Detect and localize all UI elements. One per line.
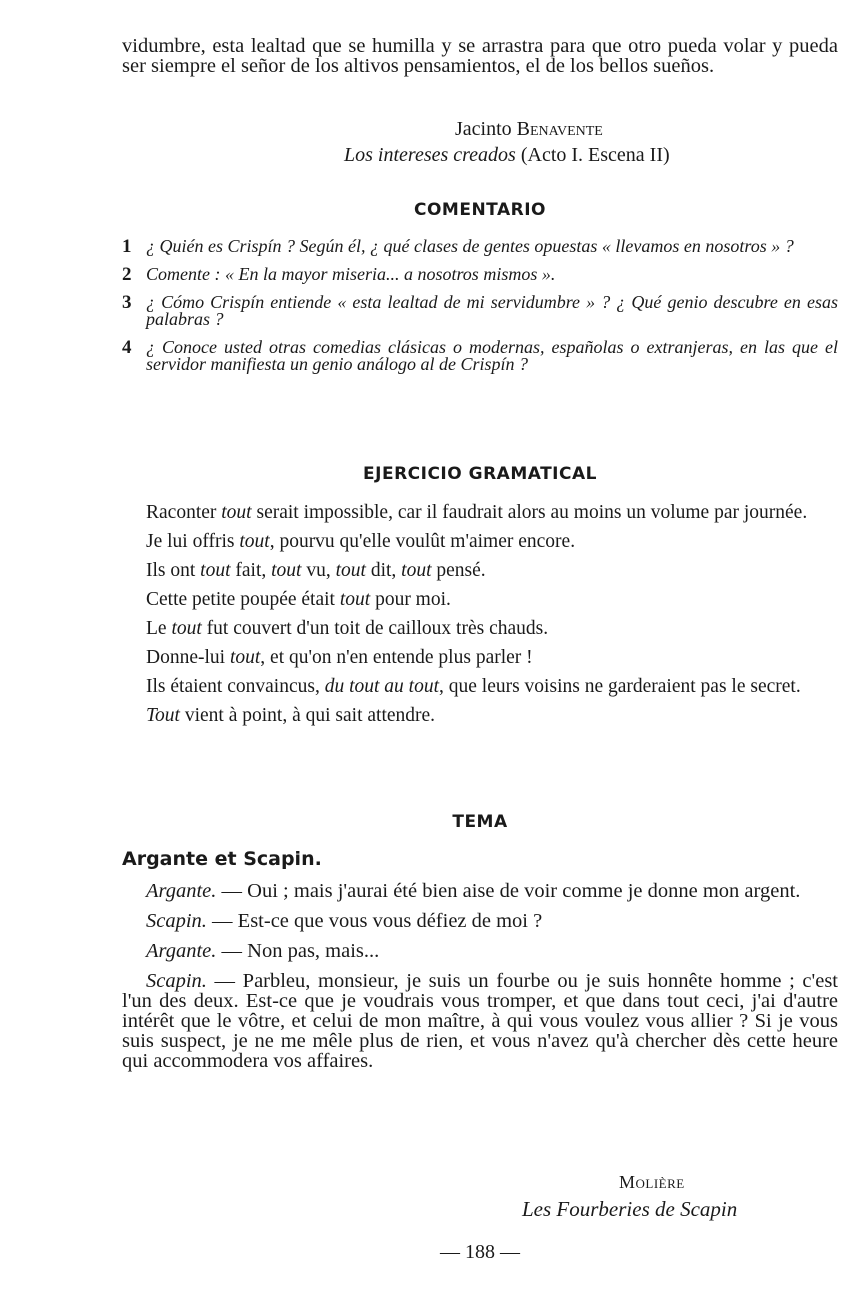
attribution-work — [344, 144, 670, 167]
question-item — [122, 238, 838, 255]
exercise-sentence: Ils ont tout fait, tout vu, tout dit, tout pensé. — [146, 560, 486, 581]
question-list — [122, 238, 838, 373]
exercise-sentence: Le tout fut couvert d'un toit de cailloux très chauds. — [146, 618, 549, 639]
speaker: Argante. — [146, 880, 217, 902]
exercise-sentence: Tout vient à point, à qui sait attendre. — [146, 705, 436, 726]
comentario-heading: COMENTARIO — [414, 200, 546, 220]
question-item — [122, 339, 838, 373]
speaker: Scapin. — [146, 910, 207, 932]
dialogue — [122, 881, 838, 1071]
dialogue-line: Scapin. — Est-ce que vous vous défiez de moi ? — [146, 910, 543, 932]
dialogue-line: Argante. — Non pas, mais... — [146, 940, 380, 962]
exercise-sentences — [122, 503, 838, 726]
intro-paragraph — [122, 36, 838, 76]
exercise-sentence: Raconter tout serait impossible, car il faudrait alors au moins un volume par journée. — [146, 502, 808, 523]
question-number: 1 — [122, 236, 132, 257]
exercise-sentence: Ils étaient convaincus, du tout au tout, que leurs voisins ne garderaient pas le secret. — [146, 676, 801, 697]
work-title: Los intereses creados — [344, 144, 516, 166]
moliere-work: Les Fourberies de Scapin — [522, 1197, 738, 1221]
question-item — [122, 266, 838, 283]
author-last-name: Benavente — [516, 118, 603, 140]
intro-text: vidumbre, esta lealtad que se humilla y se arrastra para que otro pueda volar y pueda ser siempre el señor de los altivos pensamientos, el de los bellos sueños. — [122, 35, 838, 77]
attribution-author — [455, 118, 603, 141]
question-number: 2 — [122, 264, 132, 285]
question-number: 3 — [122, 292, 132, 313]
question-text: Comente : « En la mayor miseria... a nosotros mismos ». — [146, 264, 556, 284]
page-number: — 188 — — [440, 1241, 520, 1263]
speaker: Argante. — [146, 940, 217, 962]
exercise-sentence: Donne-lui tout, et qu'on n'en entende plus parler ! — [146, 647, 533, 668]
question-number: 4 — [122, 337, 132, 358]
dialogue-line: Argante. — Oui ; mais j'aurai été bien aise de voir comme je donne mon argent. — [146, 880, 801, 902]
author-first-name: Jacinto — [455, 118, 512, 140]
question-text: ¿ Conoce usted otras comedias clásicas o modernas, españolas o extranjeras, en las que el servidor manifiesta un genio análogo al de Crispín ? — [146, 337, 838, 374]
speaker: Scapin. — [146, 970, 207, 992]
dialogue-line: Scapin. — Parbleu, monsieur, je suis un fourbe ou je suis honnête homme ; c'est l'un des deux. Est-ce que je voudrais vous tromper, et que dans tout ceci, j'ai d'autre intérêt que le vôtre, et celui de mon maître, à qui vous voulez vous allier ? Si je vous suis suspect, je ne me mêle plus de rien, et vous n'avez qu'à chercher dès cette heure qui accommodera vos affaires. — [122, 970, 838, 1072]
tema-heading: TEMA — [452, 812, 508, 832]
exercise-sentence: Cette petite poupée était tout pour moi. — [146, 589, 451, 610]
moliere-author: Molière — [619, 1172, 685, 1192]
question-text: ¿ Quién es Crispín ? Según él, ¿ qué clases de gentes opuestas « llevamos en nosotros » ? — [146, 236, 794, 256]
question-item — [122, 294, 838, 328]
work-detail: (Acto I. Escena II) — [520, 144, 670, 166]
ejercicio-heading: EJERCICIO GRAMATICAL — [363, 464, 597, 484]
question-text: ¿ Cómo Crispín entiende « esta lealtad de mi servidumbre » ? ¿ Qué genio descubre en esas palabras ? — [146, 292, 838, 329]
exercise-sentence: Je lui offris tout, pourvu qu'elle voulût m'aimer encore. — [146, 531, 576, 552]
tema-title: Argante et Scapin. — [122, 848, 322, 870]
